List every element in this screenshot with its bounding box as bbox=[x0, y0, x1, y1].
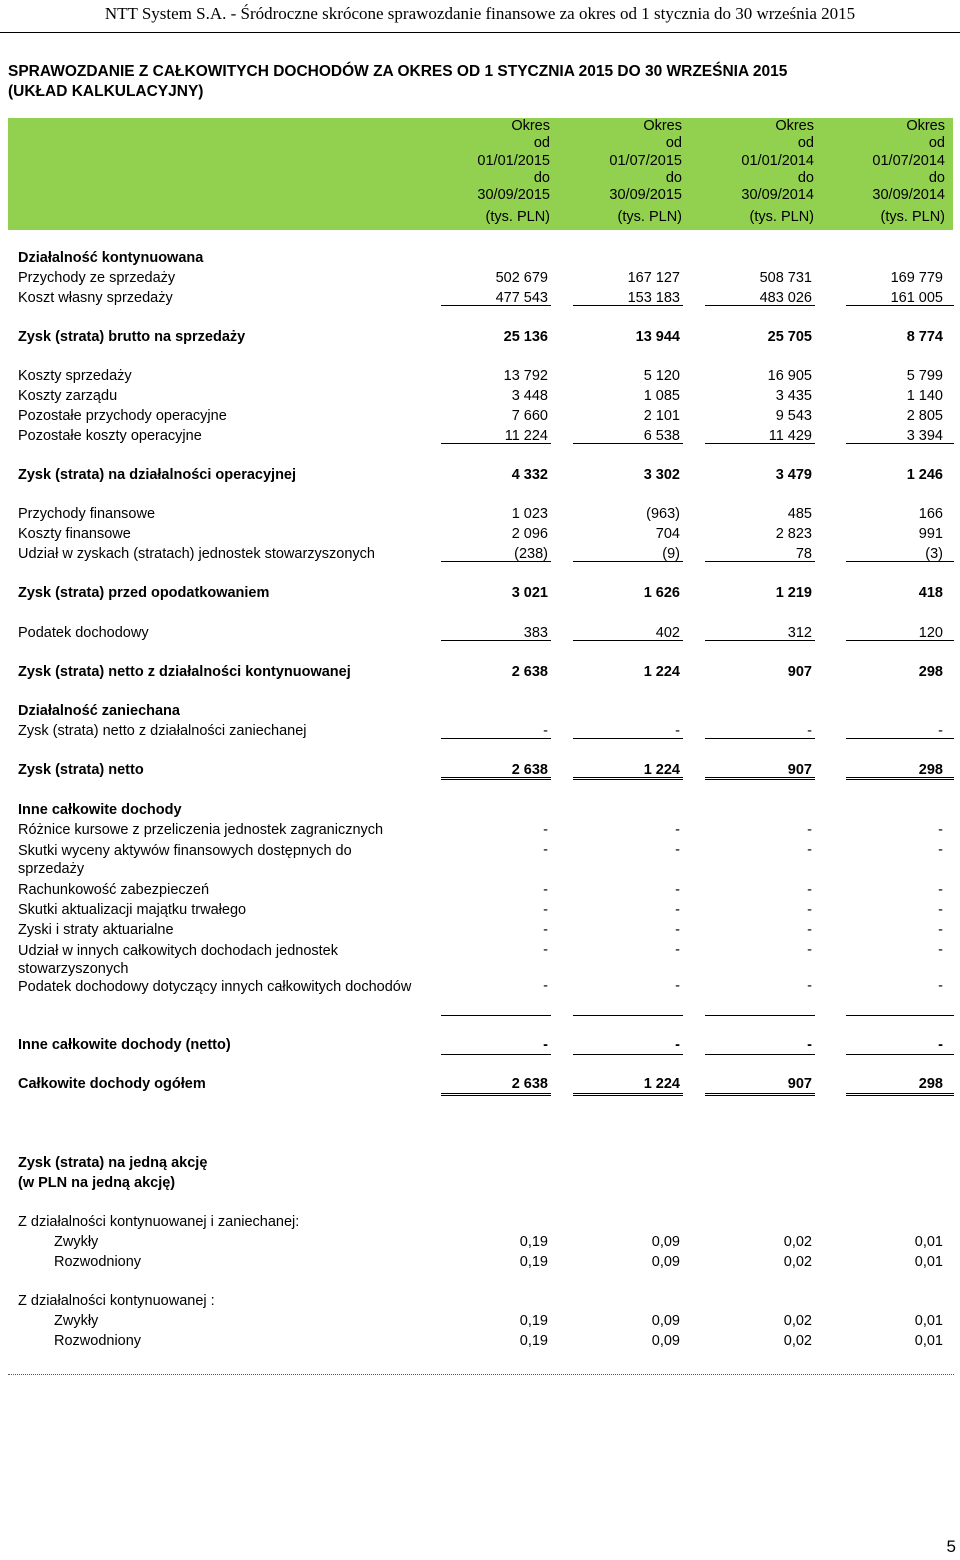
page-number: 5 bbox=[946, 1537, 956, 1556]
title-line-1: SPRAWOZDANIE Z CAŁKOWITYCH DOCHODÓW ZA OKRES OD 1 STYCZNIA 2015 DO 30 WRZEŚNIA 2015 bbox=[8, 63, 788, 80]
table-row bbox=[18, 1155, 953, 1175]
row-label: Zwykły bbox=[54, 1234, 99, 1250]
subtotal-rule bbox=[846, 738, 954, 739]
row-value: - bbox=[807, 822, 812, 838]
row-value: 11 429 bbox=[768, 428, 812, 444]
row-label: Koszty zarządu bbox=[18, 388, 118, 404]
row-value: - bbox=[543, 723, 548, 739]
row-value: 2 823 bbox=[775, 526, 812, 542]
row-value: 907 bbox=[787, 762, 812, 778]
row-label: Z działalności kontynuowanej i zaniechanej: bbox=[18, 1214, 300, 1230]
row-label: Inne całkowite dochody (netto) bbox=[18, 1037, 231, 1053]
row-label: Pozostałe koszty operacyjne bbox=[18, 428, 202, 444]
row-label: Przychody ze sprzedaży bbox=[18, 270, 176, 286]
row-label: Przychody finansowe bbox=[18, 506, 156, 522]
column-header-line: od bbox=[533, 135, 550, 152]
row-value: 508 731 bbox=[759, 270, 812, 286]
row-value: 0,01 bbox=[914, 1313, 943, 1329]
row-value: - bbox=[807, 882, 812, 898]
row-value: 0,02 bbox=[783, 1234, 812, 1250]
row-value: 0,09 bbox=[651, 1234, 680, 1250]
row-value: 1 246 bbox=[906, 467, 943, 483]
row-value: 485 bbox=[787, 506, 812, 522]
table-row bbox=[18, 250, 953, 270]
total-double-rule bbox=[705, 777, 815, 780]
row-value: 166 bbox=[918, 506, 943, 522]
row-label: Rozwodniony bbox=[54, 1254, 142, 1270]
row-value: 1 224 bbox=[643, 1076, 680, 1092]
column-header-line: Okres bbox=[775, 118, 814, 134]
row-value: - bbox=[675, 882, 680, 898]
table-row bbox=[18, 506, 953, 526]
row-value: - bbox=[675, 842, 680, 858]
column-header-line: od bbox=[665, 135, 682, 152]
row-value: 0,01 bbox=[914, 1333, 943, 1349]
row-label: Całkowite dochody ogółem bbox=[18, 1076, 206, 1092]
row-value: 0,02 bbox=[783, 1333, 812, 1349]
row-value: - bbox=[938, 922, 943, 938]
row-value: - bbox=[543, 922, 548, 938]
column-unit: (tys. PLN) bbox=[617, 209, 682, 226]
row-value: (238) bbox=[514, 546, 548, 562]
column-unit: (tys. PLN) bbox=[749, 209, 814, 226]
row-value: 2 096 bbox=[511, 526, 548, 542]
row-value: 704 bbox=[655, 526, 680, 542]
column-header-line: do bbox=[928, 169, 945, 186]
row-value: 16 905 bbox=[767, 368, 812, 384]
subtotal-rule bbox=[441, 305, 551, 306]
row-value: 1 626 bbox=[643, 585, 680, 601]
row-value: 0,01 bbox=[914, 1254, 943, 1270]
row-value: 0,09 bbox=[651, 1333, 680, 1349]
column-header-line: 30/09/2014 bbox=[872, 187, 945, 204]
column-header-line: 30/09/2015 bbox=[609, 187, 682, 204]
row-value: 991 bbox=[918, 526, 943, 542]
column-header-line: do bbox=[533, 169, 550, 186]
table-row bbox=[18, 585, 953, 605]
table-row bbox=[18, 822, 953, 842]
table-row bbox=[18, 882, 953, 902]
row-label: Z działalności kontynuowanej : bbox=[18, 1293, 215, 1309]
column-header-line: od bbox=[928, 135, 945, 152]
row-label: Działalność zaniechana bbox=[18, 703, 180, 719]
subtotal-rule bbox=[573, 1054, 683, 1055]
row-value: (9) bbox=[662, 546, 680, 562]
column-header-3 bbox=[825, 118, 945, 227]
row-value: - bbox=[675, 902, 680, 918]
table-row bbox=[18, 388, 953, 408]
column-header-line: do bbox=[797, 169, 814, 186]
column-header-2 bbox=[694, 118, 814, 227]
row-value: 3 394 bbox=[906, 428, 943, 444]
row-value: - bbox=[543, 978, 548, 994]
row-label: Rachunkowość zabezpieczeń bbox=[18, 882, 210, 898]
column-header-0 bbox=[430, 118, 550, 227]
table-row bbox=[18, 942, 953, 977]
column-header-line: 01/01/2015 bbox=[477, 152, 550, 169]
row-value: 1 140 bbox=[906, 388, 943, 404]
row-value: 0,19 bbox=[519, 1313, 548, 1329]
row-value: 483 026 bbox=[759, 290, 812, 306]
column-unit: (tys. PLN) bbox=[485, 209, 550, 226]
row-value: 0,01 bbox=[914, 1234, 943, 1250]
row-value: (963) bbox=[646, 506, 680, 522]
subtotal-rule bbox=[441, 738, 551, 739]
row-value: 0,02 bbox=[783, 1313, 812, 1329]
table-row bbox=[18, 922, 953, 942]
row-value: 3 435 bbox=[775, 388, 812, 404]
table-row bbox=[18, 842, 953, 877]
row-label: Pozostałe przychody operacyjne bbox=[18, 408, 227, 424]
subtotal-rule bbox=[441, 1015, 551, 1016]
row-label: Zysk (strata) netto z działalności zaniechanej bbox=[18, 723, 307, 739]
row-value: - bbox=[543, 1037, 548, 1053]
row-value: 120 bbox=[918, 625, 943, 641]
subtotal-rule bbox=[846, 443, 954, 444]
column-unit: (tys. PLN) bbox=[880, 209, 945, 226]
row-value: 0,09 bbox=[651, 1254, 680, 1270]
row-value: 153 183 bbox=[627, 290, 680, 306]
subtotal-rule bbox=[441, 640, 551, 641]
total-double-rule bbox=[441, 777, 551, 780]
row-value: 169 779 bbox=[890, 270, 943, 286]
table-row bbox=[18, 408, 953, 428]
row-label: Skutki aktualizacji majątku trwałego bbox=[18, 902, 247, 918]
row-label: Zyski i straty aktuarialne bbox=[18, 922, 174, 938]
row-value: 2 101 bbox=[643, 408, 680, 424]
row-value: - bbox=[807, 942, 812, 958]
subtotal-rule bbox=[846, 305, 954, 306]
row-value: - bbox=[938, 1037, 943, 1053]
row-label: Podatek dochodowy dotyczący innych całkowitych dochodów bbox=[18, 979, 412, 995]
row-value: - bbox=[938, 978, 943, 994]
row-value: 2 638 bbox=[511, 762, 548, 778]
row-label: Zysk (strata) netto bbox=[18, 762, 144, 778]
subtotal-rule bbox=[441, 1054, 551, 1055]
row-value: - bbox=[675, 1037, 680, 1053]
row-value: (3) bbox=[925, 546, 943, 562]
table-row bbox=[18, 1254, 953, 1274]
statement-title bbox=[8, 62, 787, 102]
row-value: 1 219 bbox=[775, 585, 812, 601]
table-row bbox=[18, 1333, 953, 1353]
subtotal-rule bbox=[705, 443, 815, 444]
row-value: 418 bbox=[918, 585, 943, 601]
row-value: - bbox=[543, 902, 548, 918]
table-row bbox=[18, 270, 953, 290]
row-value: 5 120 bbox=[643, 368, 680, 384]
row-value: 161 005 bbox=[890, 290, 943, 306]
row-value: 9 543 bbox=[775, 408, 812, 424]
table-row bbox=[18, 1175, 953, 1195]
total-double-rule bbox=[441, 1093, 551, 1096]
row-value: 298 bbox=[918, 664, 943, 680]
row-value: 167 127 bbox=[627, 270, 680, 286]
table-row bbox=[18, 1313, 953, 1333]
row-value: - bbox=[938, 723, 943, 739]
row-value: - bbox=[938, 842, 943, 858]
subtotal-rule bbox=[705, 305, 815, 306]
total-double-rule bbox=[846, 1093, 954, 1096]
column-header-line: 01/07/2015 bbox=[609, 152, 682, 169]
row-value: - bbox=[675, 922, 680, 938]
row-value: - bbox=[807, 922, 812, 938]
row-value: 13 944 bbox=[635, 329, 680, 345]
row-value: 1 085 bbox=[643, 388, 680, 404]
total-double-rule bbox=[846, 777, 954, 780]
bottom-divider bbox=[8, 1374, 954, 1375]
row-value: 2 638 bbox=[511, 664, 548, 680]
row-value: 1 224 bbox=[643, 762, 680, 778]
table-row bbox=[18, 802, 953, 822]
row-value: - bbox=[807, 1037, 812, 1053]
subtotal-rule bbox=[573, 305, 683, 306]
subtotal-rule bbox=[846, 640, 954, 641]
table-row bbox=[18, 428, 953, 448]
row-value: 0,19 bbox=[519, 1234, 548, 1250]
subtotal-rule bbox=[846, 561, 954, 562]
row-label: Koszty finansowe bbox=[18, 526, 131, 542]
table-row bbox=[18, 978, 953, 998]
row-value: 0,19 bbox=[519, 1333, 548, 1349]
table-row bbox=[18, 368, 953, 388]
row-value: 8 774 bbox=[906, 329, 943, 345]
row-value: - bbox=[543, 882, 548, 898]
row-label: Udział w zyskach (stratach) jednostek stowarzyszonych bbox=[18, 546, 375, 562]
subtotal-rule bbox=[573, 1015, 683, 1016]
subtotal-rule bbox=[705, 738, 815, 739]
row-value: 298 bbox=[918, 1076, 943, 1092]
row-value: 5 799 bbox=[906, 368, 943, 384]
row-value: 25 136 bbox=[503, 329, 548, 345]
row-value: 907 bbox=[787, 664, 812, 680]
row-label: Skutki wyceny aktywów finansowych dostępnych do sprzedaży bbox=[18, 843, 352, 877]
table-row bbox=[18, 467, 953, 487]
row-value: - bbox=[807, 723, 812, 739]
row-label: Działalność kontynuowana bbox=[18, 250, 204, 266]
row-label: Podatek dochodowy bbox=[18, 625, 149, 641]
row-value: 7 660 bbox=[511, 408, 548, 424]
column-header-line: Okres bbox=[643, 118, 682, 134]
total-double-rule bbox=[705, 1093, 815, 1096]
table-row bbox=[18, 526, 953, 546]
subtotal-rule bbox=[705, 561, 815, 562]
column-header-line: 01/07/2014 bbox=[872, 152, 945, 169]
row-value: - bbox=[938, 902, 943, 918]
row-label: Zysk (strata) netto z działalności kontynuowanej bbox=[18, 664, 351, 680]
header-divider bbox=[0, 32, 960, 33]
row-value: 6 538 bbox=[643, 428, 680, 444]
row-value: 502 679 bbox=[495, 270, 548, 286]
subtotal-rule bbox=[573, 443, 683, 444]
row-label: Zysk (strata) na jedną akcję bbox=[18, 1155, 208, 1171]
column-header-line: od bbox=[797, 135, 814, 152]
row-label: Koszty sprzedaży bbox=[18, 368, 132, 384]
row-value: 0,19 bbox=[519, 1254, 548, 1270]
column-header-line: 01/01/2014 bbox=[741, 152, 814, 169]
row-value: 3 479 bbox=[775, 467, 812, 483]
column-header-line: 30/09/2014 bbox=[741, 187, 814, 204]
row-value: 1 224 bbox=[643, 664, 680, 680]
row-label: Zysk (strata) brutto na sprzedaży bbox=[18, 329, 246, 345]
row-value: 402 bbox=[655, 625, 680, 641]
table-row bbox=[18, 902, 953, 922]
row-value: 78 bbox=[795, 546, 812, 562]
row-value: - bbox=[675, 942, 680, 958]
row-value: - bbox=[807, 842, 812, 858]
column-header-1 bbox=[562, 118, 682, 227]
row-value: - bbox=[675, 978, 680, 994]
row-value: 3 302 bbox=[643, 467, 680, 483]
row-value: - bbox=[543, 842, 548, 858]
row-label: Zysk (strata) przed opodatkowaniem bbox=[18, 585, 270, 601]
row-value: 0,02 bbox=[783, 1254, 812, 1270]
row-label: Inne całkowite dochody bbox=[18, 802, 182, 818]
row-value: 2 638 bbox=[511, 1076, 548, 1092]
row-value: - bbox=[938, 882, 943, 898]
row-value: 312 bbox=[787, 625, 812, 641]
subtotal-rule bbox=[441, 443, 551, 444]
table-row bbox=[18, 1293, 953, 1313]
row-value: 298 bbox=[918, 762, 943, 778]
column-header-line: Okres bbox=[906, 118, 945, 134]
title-line-2: (UKŁAD KALKULACYJNY) bbox=[8, 83, 204, 100]
table-row bbox=[18, 546, 953, 566]
table-row bbox=[18, 723, 953, 743]
row-value: - bbox=[543, 942, 548, 958]
row-value: 2 805 bbox=[906, 408, 943, 424]
row-value: 3 448 bbox=[511, 388, 548, 404]
row-label: Koszt własny sprzedaży bbox=[18, 290, 173, 306]
row-value: 11 224 bbox=[504, 428, 548, 444]
row-value: 3 021 bbox=[511, 585, 548, 601]
table-row bbox=[18, 329, 953, 349]
row-value: 4 332 bbox=[511, 467, 548, 483]
subtotal-rule bbox=[573, 561, 683, 562]
row-value: 1 023 bbox=[511, 506, 548, 522]
row-label: (w PLN na jedną akcję) bbox=[18, 1175, 176, 1191]
row-value: 0,09 bbox=[651, 1313, 680, 1329]
row-value: - bbox=[938, 822, 943, 838]
row-value: - bbox=[807, 978, 812, 994]
subtotal-rule bbox=[573, 640, 683, 641]
page-header: NTT System S.A. - Śródroczne skrócone sprawozdanie finansowe za okres od 1 stycznia do 30 września 2015 bbox=[104, 4, 856, 23]
row-value: - bbox=[807, 902, 812, 918]
row-value: - bbox=[938, 942, 943, 958]
table-row bbox=[18, 664, 953, 684]
table-row bbox=[18, 703, 953, 723]
row-value: - bbox=[675, 822, 680, 838]
subtotal-rule bbox=[441, 561, 551, 562]
subtotal-rule bbox=[705, 640, 815, 641]
total-double-rule bbox=[573, 1093, 683, 1096]
subtotal-rule bbox=[705, 1015, 815, 1016]
column-header-line: do bbox=[665, 169, 682, 186]
subtotal-rule bbox=[846, 1015, 954, 1016]
table-row bbox=[18, 625, 953, 645]
subtotal-rule bbox=[846, 1054, 954, 1055]
row-label: Udział w innych całkowitych dochodach jednostek stowarzyszonych bbox=[18, 943, 338, 977]
row-label: Zysk (strata) na działalności operacyjnej bbox=[18, 467, 297, 483]
row-value: - bbox=[543, 822, 548, 838]
row-value: 383 bbox=[523, 625, 548, 641]
row-value: 13 792 bbox=[503, 368, 548, 384]
row-value: 477 543 bbox=[495, 290, 548, 306]
table-row bbox=[18, 1234, 953, 1254]
row-label: Zwykły bbox=[54, 1313, 99, 1329]
row-label: Rozwodniony bbox=[54, 1333, 142, 1349]
table-row bbox=[18, 290, 953, 310]
row-value: 907 bbox=[787, 1076, 812, 1092]
subtotal-rule bbox=[573, 738, 683, 739]
subtotal-rule bbox=[705, 1054, 815, 1055]
total-double-rule bbox=[573, 777, 683, 780]
table-row bbox=[18, 1214, 953, 1234]
row-value: 25 705 bbox=[767, 329, 812, 345]
column-header-line: 30/09/2015 bbox=[477, 187, 550, 204]
row-label: Różnice kursowe z przeliczenia jednostek zagranicznych bbox=[18, 822, 384, 838]
column-header-line: Okres bbox=[511, 118, 550, 134]
row-value: - bbox=[675, 723, 680, 739]
